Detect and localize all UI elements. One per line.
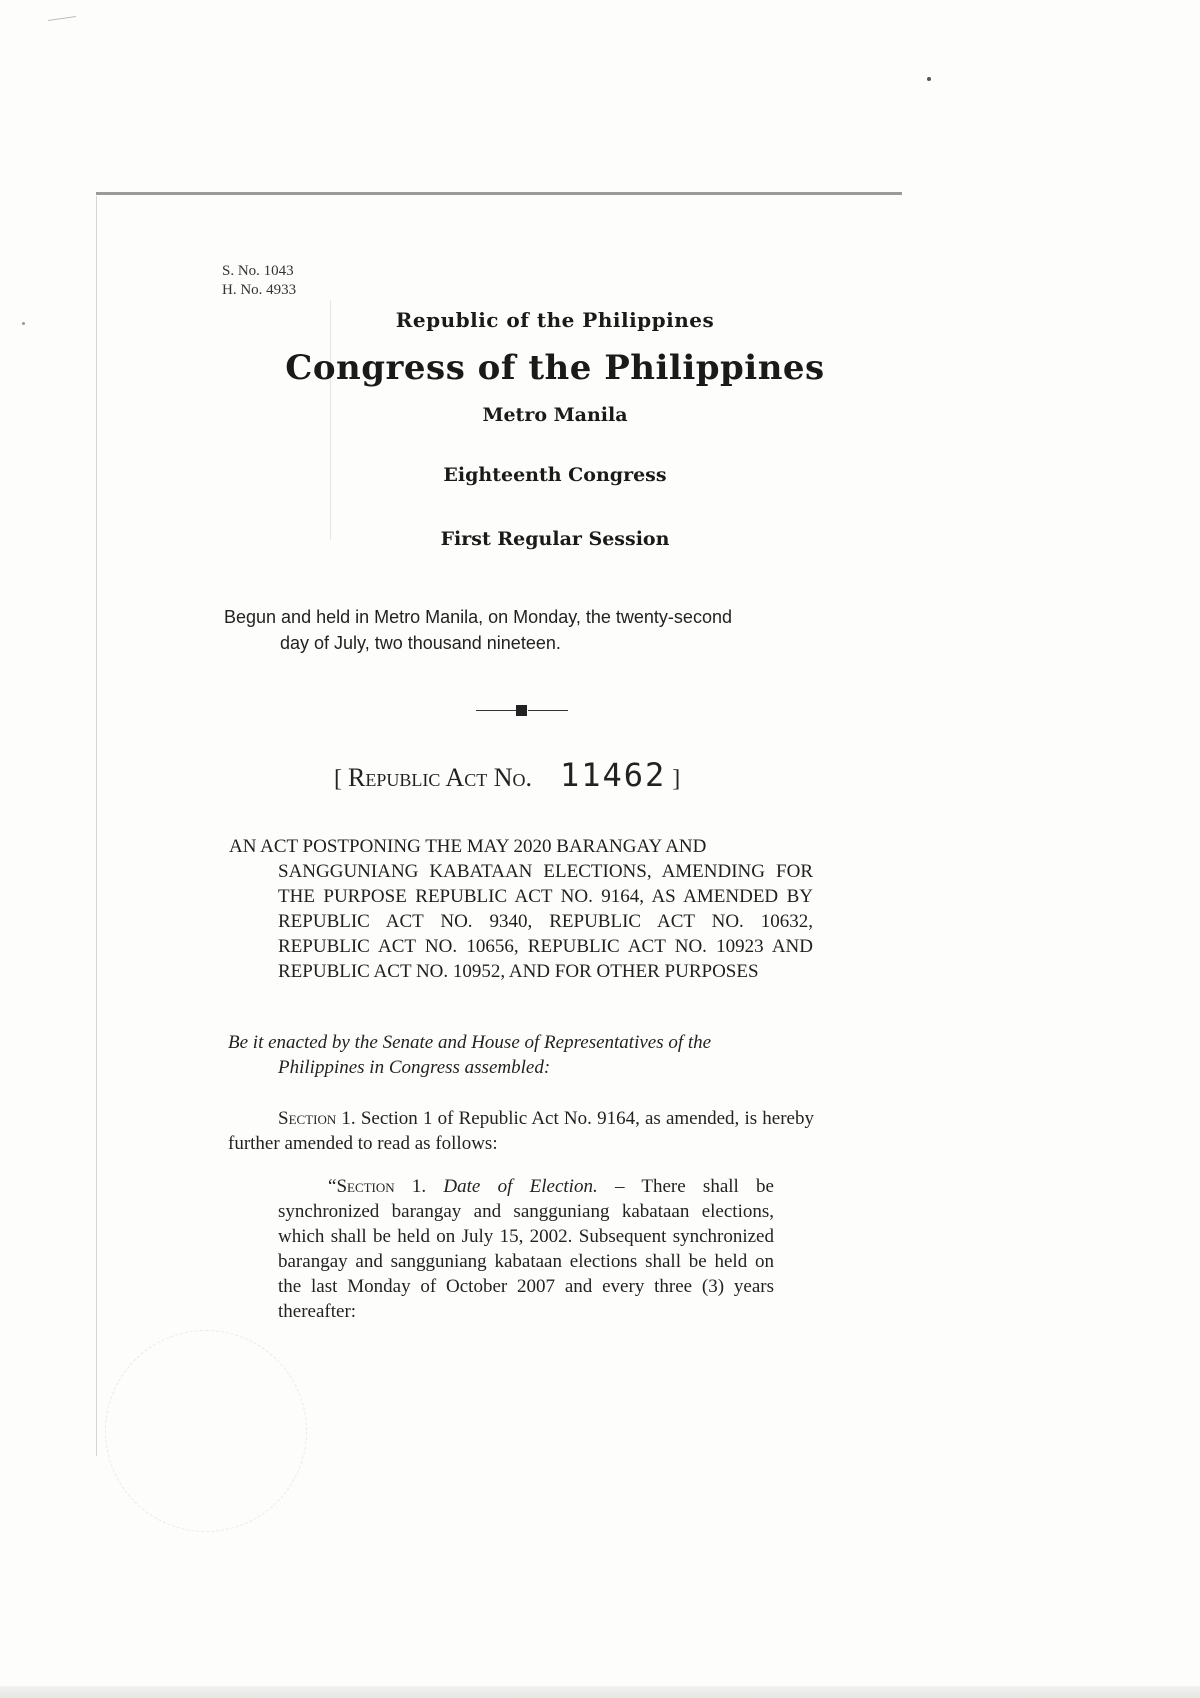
quoted-section-label: Section 1. [336,1176,427,1197]
begun-line-2: day of July, two thousand nineteen. [280,633,561,653]
faint-seal-mark [105,1330,307,1532]
act-title-continuation: SANGGUNIANG KABATAAN ELECTIONS, AMENDING FOR THE PURPOSE REPUBLIC ACT NO. 9164, AS AMENDED BY REPUBLIC ACT NO. 9340, REPUBLIC ACT NO. 10632, REPUBLIC ACT NO. 10656, REPUBLIC ACT NO. 10923 AND REPUBLIC ACT NO. 10952, AND FOR OTHER PURPOSES [278,861,813,982]
republic-act-label: Republic Act No. [348,763,532,792]
scan-bottom-edge [0,1686,1200,1698]
scan-speck [927,77,931,81]
enacting-clause [228,1030,818,1080]
republic-act-number-line [334,756,680,794]
act-title-first-line: AN ACT POSTPONING THE MAY 2020 BARANGAY AND [229,836,707,857]
quoted-section-heading: Date of Election. [443,1176,598,1197]
quoted-amended-section [278,1174,774,1324]
senate-bill-number: S. No. 1043 [222,263,294,279]
top-rule [96,192,902,195]
republic-act-number: 11462 [559,756,667,794]
house-bill-number: H. No. 4933 [222,282,297,298]
bill-numbers [222,262,296,300]
quote-open-mark: “ [328,1176,337,1197]
enacting-clause-line-2: Philippines in Congress assembled: [278,1057,551,1078]
enacting-clause-line-1: Be it enacted by the Senate and House of Representatives of the [228,1032,712,1053]
quoted-section-text: There shall be synchronized barangay and sangguniang kabataan elections, which shall be held on July 15, 2002. Subsequent synchronized barangay and sangguniang kabataan elections shall be held on the last Monday of October 2007 and every three (3) years thereafter: [278,1176,774,1322]
republic-heading: Republic of the Philippines [395,308,715,332]
location-heading: Metro Manila [482,404,628,426]
scan-mark [48,16,76,21]
section-1-text: Section 1 of Republic Act No. 9164, as amended, is hereby further amended to read as follows: [228,1108,814,1154]
congress-heading: Congress of the Philippines [285,348,825,388]
begun-statement [224,604,824,656]
act-title [229,834,813,984]
quoted-section-dash: – [597,1176,642,1197]
close-bracket: ] [672,766,681,792]
section-1 [228,1106,814,1156]
open-bracket: [ [334,766,342,792]
session-heading: First Regular Session [440,528,670,550]
section-1-label: Section 1. [278,1108,356,1129]
divider-ornament [476,703,566,719]
congress-number-heading: Eighteenth Congress [443,464,667,486]
begun-line-1: Begun and held in Metro Manila, on Monday, the twenty-second [224,607,732,627]
